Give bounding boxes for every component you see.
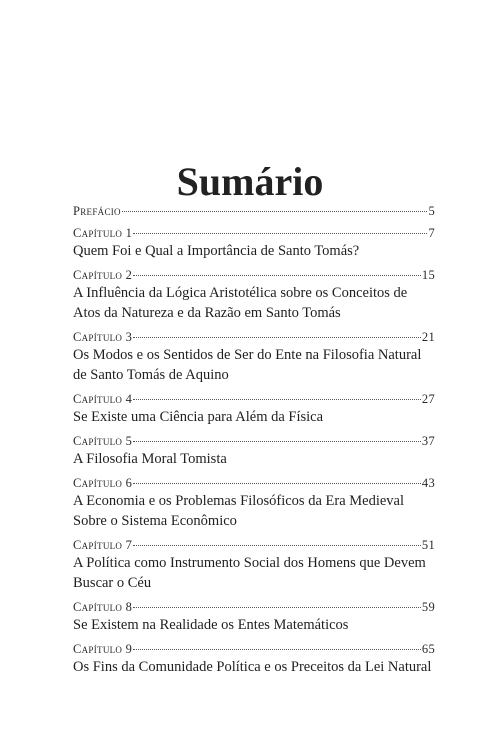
chapter-title: Se Existem na Realidade os Entes Matemáticos [73, 617, 349, 633]
chapter-line [73, 329, 435, 345]
chapter-line [73, 599, 435, 615]
chapter-title: A Economia e os Problemas Filosóficos da Era Medieval Sobre o Sistema Econômico [73, 493, 405, 529]
chapter-title: A Influência da Lógica Aristotélica sobre os Conceitos de Atos da Natureza e da Razão em Santo Tomás [73, 285, 408, 321]
chapter-label: Capítulo 6 [73, 476, 133, 490]
table-of-contents [73, 203, 435, 683]
chapter-page-number: 51 [421, 538, 435, 552]
dot-leader [133, 275, 421, 276]
chapter-page-number: 43 [421, 476, 435, 490]
chapter-page-number: 27 [421, 392, 435, 406]
dot-leader [133, 607, 421, 608]
page-title: Sumário [176, 158, 324, 204]
chapter-line [73, 433, 435, 449]
chapter-label: Capítulo 3 [73, 330, 133, 344]
dot-leader [133, 233, 427, 234]
chapter-label: Capítulo 7 [73, 538, 133, 552]
chapter-line [73, 267, 435, 283]
dot-leader [133, 441, 421, 442]
chapter-line [73, 475, 435, 491]
toc-preface [73, 203, 435, 219]
dot-leader [133, 545, 421, 546]
chapter-page-number: 65 [421, 642, 435, 656]
preface-page-number: 5 [428, 204, 435, 218]
chapter-label: Capítulo 1 [73, 226, 133, 240]
preface-label: Prefácio [73, 204, 121, 218]
dot-leader [133, 483, 421, 484]
chapter-page-number: 15 [421, 268, 435, 282]
chapter-title: A Filosofia Moral Tomista [73, 451, 227, 467]
toc-chapter-2 [73, 267, 435, 323]
dot-leader [122, 211, 428, 212]
toc-chapter-6 [73, 475, 435, 531]
toc-chapter-5 [73, 433, 435, 469]
chapter-label: Capítulo 8 [73, 600, 133, 614]
chapter-title: Quem Foi e Qual a Importância de Santo Tomás? [73, 243, 360, 259]
chapter-label: Capítulo 5 [73, 434, 133, 448]
chapter-label: Capítulo 9 [73, 642, 133, 656]
chapter-page-number: 21 [421, 330, 435, 344]
chapter-page-number: 37 [421, 434, 435, 448]
chapter-title: A Política como Instrumento Social dos Homens que Devem Buscar o Céu [73, 555, 426, 591]
chapter-page-number: 7 [428, 226, 435, 240]
chapter-line [73, 641, 435, 657]
toc-chapter-8 [73, 599, 435, 635]
chapter-label: Capítulo 4 [73, 392, 133, 406]
toc-chapter-1 [73, 225, 435, 261]
dot-leader [133, 649, 421, 650]
toc-chapter-7 [73, 537, 435, 593]
chapter-title: Os Fins da Comunidade Política e os Preceitos da Lei Natural [73, 659, 432, 675]
toc-chapter-9 [73, 641, 435, 677]
chapter-title: Os Modos e os Sentidos de Ser do Ente na Filosofia Natural de Santo Tomás de Aquino [73, 347, 422, 383]
toc-chapter-3 [73, 329, 435, 385]
chapter-page-number: 59 [421, 600, 435, 614]
chapter-line [73, 391, 435, 407]
dot-leader [133, 337, 421, 338]
chapter-label: Capítulo 2 [73, 268, 133, 282]
chapter-title: Se Existe uma Ciência para Além da Física [73, 409, 324, 425]
dot-leader [133, 399, 421, 400]
chapter-line [73, 537, 435, 553]
toc-chapter-4 [73, 391, 435, 427]
chapter-line [73, 225, 435, 241]
